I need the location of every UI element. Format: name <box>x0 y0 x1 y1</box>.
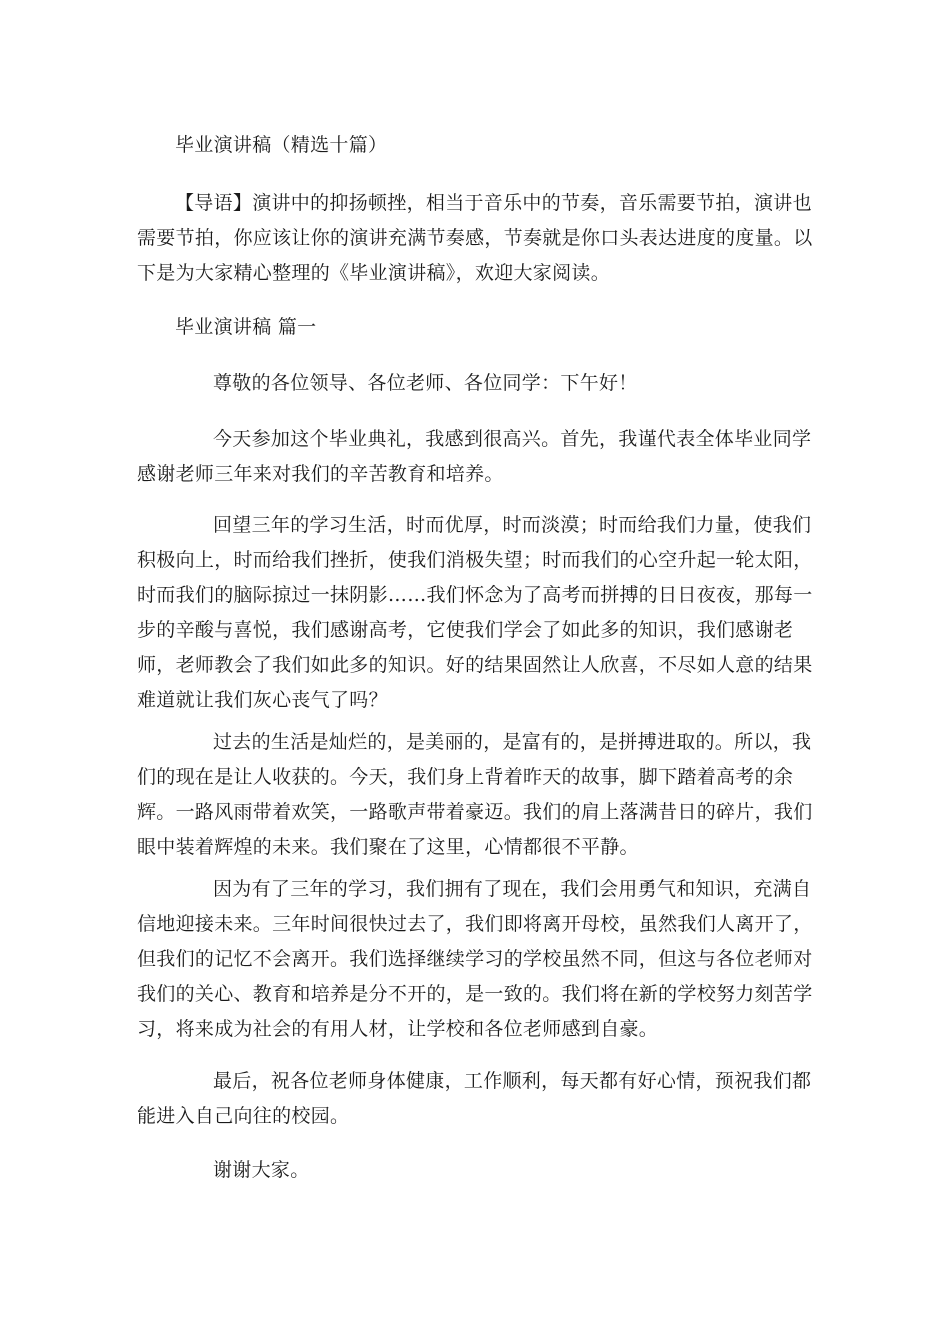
greeting-paragraph: 尊敬的各位领导、各位老师、各位同学：下午好！ <box>213 372 638 394</box>
document-title: 毕业演讲稿（精选十篇） <box>175 134 388 156</box>
body-paragraph-4: 因为有了三年的学习，我们拥有了现在，我们会用勇气和知识，充满自信地迎接未来。三年时间很快过去了，我们即将离开母校，虽然我们人离开了，但我们的记忆不会离开。我们选择继续学习的学校虽然不同，但这与各位老师对我们的关心、教育和培养是分不开的，是一致的。我们将在新的学校努力刻苦学习，将来成为社会的有用人材，让学校和各位老师感到自豪。 <box>137 878 813 1040</box>
closing-line: 谢谢大家。 <box>213 1159 310 1181</box>
intro-paragraph: 【导语】演讲中的抑扬顿挫，相当于音乐中的节奏，音乐需要节拍，演讲也需要节拍，你应该让你的演讲充满节奏感，节奏就是你口头表达进度的度量。以下是为大家精心整理的《毕业演讲稿》，欢迎大家阅读。 <box>137 192 813 284</box>
body-paragraph-3: 过去的生活是灿烂的，是美丽的，是富有的，是拼搏进取的。所以，我们的现在是让人收获的。今天，我们身上背着昨天的故事，脚下踏着高考的余辉。一路风雨带着欢笑，一路歌声带着豪迈。我们的肩上落满昔日的碎片，我们眼中装着辉煌的未来。我们聚在了这里，心情都很不平静。 <box>137 731 813 858</box>
body-paragraph-2: 回望三年的学习生活，时而优厚，时而淡漠；时而给我们力量，使我们积极向上，时而给我们挫折，使我们消极失望；时而我们的心空升起一轮太阳，时而我们的脑际掠过一抹阴影……我们怀念为了高考而拼搏的日日夜夜，那每一步的辛酸与喜悦，我们感谢高考，它使我们学会了如此多的知识，我们感谢老师，老师教会了我们如此多的知识。好的结果固然让人欣喜，不尽如人意的结果难道就让我们灰心丧气了吗？ <box>137 514 813 711</box>
body-paragraph-5: 最后，祝各位老师身体健康，工作顺利，每天都有好心情，预祝我们都能进入自己向往的校园。 <box>137 1070 812 1127</box>
section-title: 毕业演讲稿 篇一 <box>175 316 317 338</box>
body-paragraph-1: 今天参加这个毕业典礼，我感到很高兴。首先，我谨代表全体毕业同学感谢老师三年来对我们的辛苦教育和培养。 <box>137 428 812 485</box>
